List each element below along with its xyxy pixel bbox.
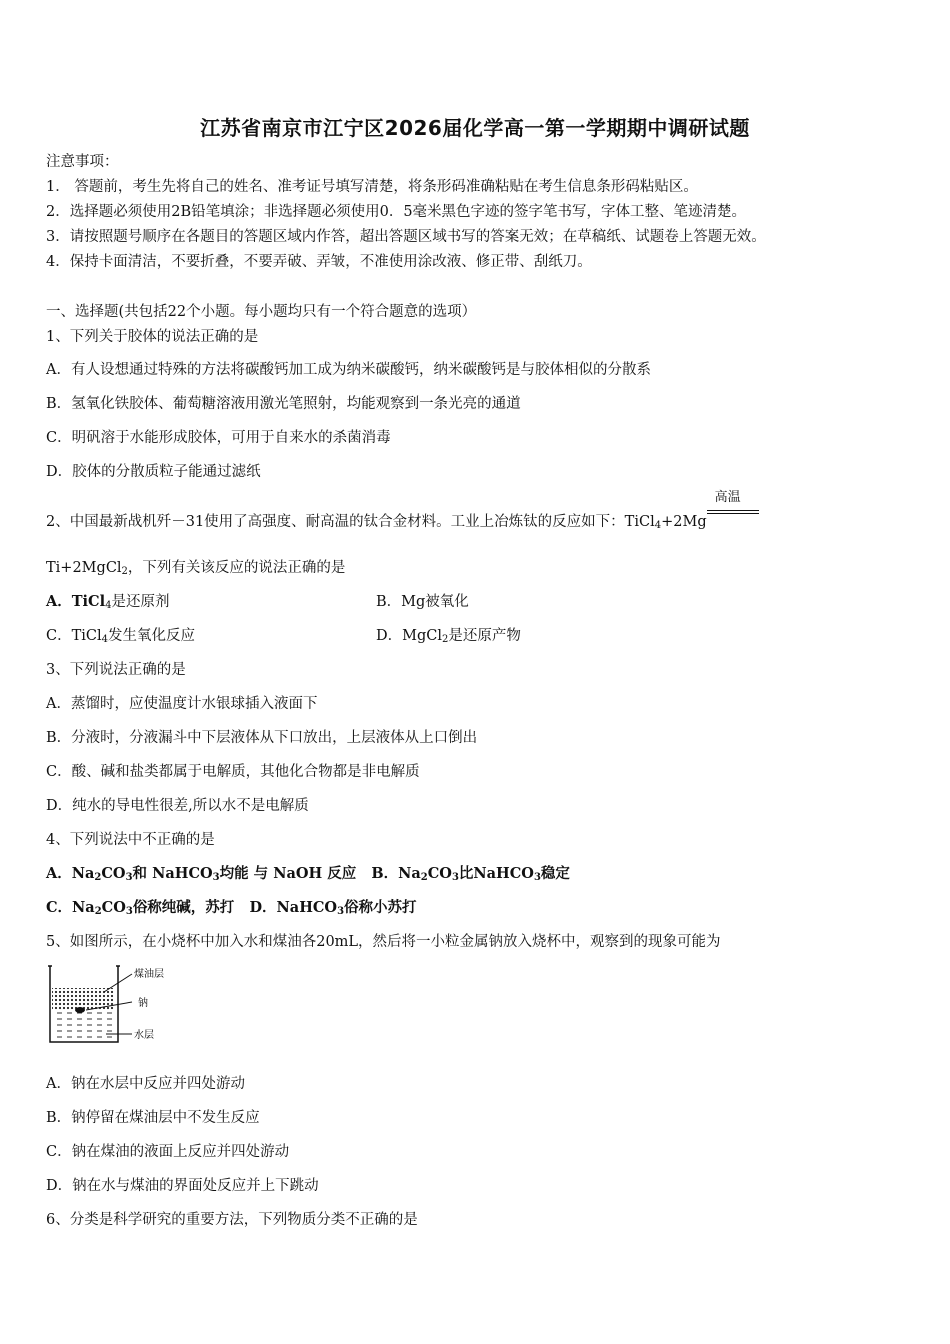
q1-option-c: C．明矾溶于水能形成胶体，可用于自来水的杀菌消毒 [46, 430, 391, 446]
q2-stem: 2、中国最新战机歼－31使用了高强度、耐高温的钛合金材料。工业上冶炼钛的反应如下：TiCl$_4$+2Mg 高温 [46, 508, 759, 536]
water-layer [52, 1010, 114, 1038]
page-title: 江苏省南京市江宁区2026届化学高一第一学期期中调研试题 [200, 116, 750, 140]
condition-label: 高温 [714, 490, 741, 505]
q1-option-b: B．氢氧化铁胶体、葡萄糖溶液用激光笔照射，均能观察到一条光亮的通道 [46, 396, 521, 412]
notice-item-1: 1． 答题前，考生先将自己的姓名、准考证号填写清楚，将条形码准确粘贴在考生信息条形码粘贴区。 [46, 179, 698, 195]
q3-option-a: A．蒸馏时，应使温度计水银球插入液面下 [46, 696, 318, 712]
q3-option-c: C．酸、碱和盐类都属于电解质，其他化合物都是非电解质 [46, 764, 420, 780]
label-sodium: 钠 [138, 998, 148, 1009]
notice-item-4: 4．保持卡面清洁，不要折叠，不要弄破、弄皱，不准使用涂改液、修正带、刮纸刀。 [46, 254, 592, 270]
q5-option-a: A．钠在水层中反应并四处游动 [46, 1076, 245, 1092]
q1-option-d: D．胶体的分散质粒子能通过滤纸 [46, 464, 261, 480]
q2-option-c: C．TiCl$_4$发生氧化反应 [46, 628, 196, 645]
reaction-condition-arrow [707, 490, 759, 528]
q4-stem: 4、下列说法中不正确的是 [46, 832, 215, 848]
q5-option-c: C．钠在煤油的液面上反应并四处游动 [46, 1144, 290, 1160]
q2-option-a: A．TiCl$_4$是还原剂 [46, 593, 170, 611]
q6-stem: 6、分类是科学研究的重要方法，下列物质分类不正确的是 [46, 1212, 418, 1228]
label-water: 水层 [134, 1030, 154, 1041]
q3-option-d: D．纯水的导电性很差,所以水不是电解质 [46, 798, 309, 814]
q3-stem: 3、下列说法正确的是 [46, 662, 186, 678]
q5-option-b: B．钠停留在煤油层中不发生反应 [46, 1110, 260, 1126]
q1-option-a: A．有人设想通过特殊的方法将碳酸钙加工成为纳米碳酸钙，纳米碳酸钙是与胶体相似的分散系 [46, 362, 651, 378]
label-kerosene: 煤油层 [134, 969, 164, 980]
q2-option-d: D．MgCl$_2$是还原产物 [376, 628, 521, 645]
q2-option-b: B．Mg被氧化 [376, 594, 469, 610]
q5-stem: 5、如图所示，在小烧杯中加入水和煤油各20mL，然后将一小粒金属钠放入烧杯中，观察到的现象可能为 [46, 934, 721, 950]
q4-options-cd: C．$Na_2CO_3$俗称纯碱，苏打 D．NaHCO$_3$俗称小苏打 [46, 899, 417, 917]
sodium-piece [75, 1007, 85, 1013]
notice-item-3: 3．请按照题号顺序在各题目的答题区域内作答，超出答题区域书写的答案无效；在草稿纸、试题卷上答题无效。 [46, 229, 766, 245]
q4-options-ab: A．$Na_2CO_3$和 NaHCO$_3$均能 与 NaOH 反应 B．$Na_2CO_3$比NaHCO$_3$稳定 [46, 865, 570, 883]
section-heading: 一、选择题(共包括22个小题。每小题均只有一个符合题意的选项） [46, 304, 477, 320]
q1-stem: 1、下列关于胶体的说法正确的是 [46, 329, 259, 345]
q2-stem-line2: Ti+2MgCl$_2$，下列有关该反应的说法正确的是 [46, 560, 346, 577]
notice-heading: 注意事项： [46, 154, 119, 170]
notice-item-2: 2．选择题必须使用2B铅笔填涂；非选择题必须使用0．5毫米黑色字迹的签字笔书写，字体工整、笔迹清楚。 [46, 204, 747, 220]
beaker-figure [46, 962, 186, 1050]
q3-option-b: B．分液时，分液漏斗中下层液体从下口放出，上层液体从上口倒出 [46, 730, 478, 746]
q5-option-d: D．钠在水与煤油的界面处反应并上下跳动 [46, 1178, 319, 1194]
